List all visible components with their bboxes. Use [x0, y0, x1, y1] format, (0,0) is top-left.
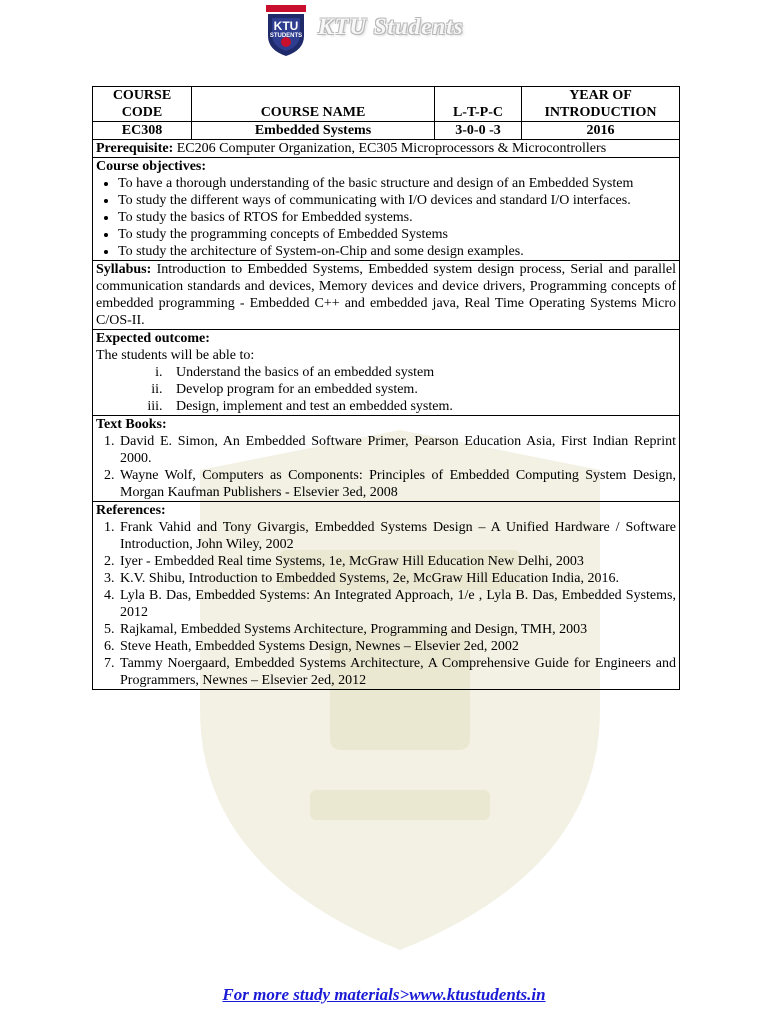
course-year: 2016 [522, 122, 680, 140]
prerequisite-cell [93, 140, 680, 158]
course-name: Embedded Systems [192, 122, 435, 140]
header-course-name: COURSE NAME [192, 87, 435, 122]
syllabus-cell [93, 261, 680, 330]
prerequisite-label: Prerequisite: [96, 141, 174, 156]
logo-badge-text: KTU [273, 19, 299, 33]
prerequisite-text: EC206 Computer Organization, EC305 Microprocessors & Microcontrollers [173, 141, 607, 156]
textbooks-row [93, 416, 680, 502]
references-row [93, 502, 680, 690]
site-title: KTU Students [318, 14, 464, 39]
course-code: EC308 [93, 122, 192, 140]
outcome-item: ii. Develop program for an embedded system. [166, 381, 676, 398]
footer-link[interactable]: For more study materials>www.ktustudents.in [222, 985, 546, 1004]
outcome-item: iii. Design, implement and test an embedded system. [166, 398, 676, 415]
textbook-item: 1. David E. Simon, An Embedded Software Primer, Pearson Education Asia, First Indian Reprint 2000. [118, 433, 676, 467]
outcome-row [93, 330, 680, 416]
reference-item: 4. Lyla B. Das, Embedded Systems: An Integrated Approach, 1/e , Lyla B. Das, Embedded Systems, 2012 [118, 587, 676, 621]
objective-item: • To study the programming concepts of Embedded Systems [118, 226, 676, 243]
reference-item: 2. Iyer - Embedded Real time Systems, 1e, McGraw Hill Education New Delhi, 2003 [118, 553, 676, 570]
course-row [93, 122, 680, 140]
objectives-cell [93, 158, 680, 261]
reference-item: 5. Rajkamal, Embedded Systems Architecture, Programming and Design, TMH, 2003 [118, 621, 676, 638]
outcome-label: Expected outcome: [96, 331, 210, 346]
logo-badge-sub: STUDENTS [269, 33, 303, 39]
outcome-intro: The students will be able to: [96, 348, 255, 363]
reference-item: 1. Frank Vahid and Tony Givargis, Embedded Systems Design – A Unified Hardware / Software Introduction, John Wiley, 2002 [118, 519, 676, 553]
reference-item: 6. Steve Heath, Embedded Systems Design, Newnes – Elsevier 2ed, 2002 [118, 638, 676, 655]
outcome-list [96, 364, 676, 415]
objectives-label: Course objectives: [96, 159, 207, 174]
objective-item: • To study the different ways of communicating with I/O devices and standard I/O interfaces. [118, 192, 676, 209]
prerequisite-row [93, 140, 680, 158]
table-header-row [93, 87, 680, 122]
objective-item: • To study the basics of RTOS for Embedded systems. [118, 209, 676, 226]
objective-item: • To have a thorough understanding of the basic structure and design of an Embedded System [118, 175, 676, 192]
textbooks-cell [93, 416, 680, 502]
course-ltpc: 3-0-0 -3 [435, 122, 522, 140]
reference-item: 3. K.V. Shibu, Introduction to Embedded Systems, 2e, McGraw Hill Education India, 2016. [118, 570, 676, 587]
syllabus-label: Syllabus: [96, 262, 152, 277]
header-course-code: COURSE CODE [93, 87, 192, 122]
references-cell [93, 502, 680, 690]
reference-item: 7. Tammy Noergaard, Embedded Systems Architecture, A Comprehensive Guide for Engineers and Programmers, Newnes – Elsevier 2ed, 2012 [118, 655, 676, 689]
ktu-logo-icon [258, 2, 314, 58]
objectives-row [93, 158, 680, 261]
references-label: References: [96, 503, 166, 518]
outcome-item: i. Understand the basics of an embedded system [166, 364, 676, 381]
outcome-cell [93, 330, 680, 416]
textbooks-list [96, 433, 676, 501]
header-ltpc: L-T-P-C [435, 87, 522, 122]
header-year: YEAR OF INTRODUCTION [522, 87, 680, 122]
textbook-item: 2. Wayne Wolf, Computers as Components: Principles of Embedded Computing System Design, Morgan Kaufman Publishers - Elsevier 3ed, 2008 [118, 467, 676, 501]
objective-item: • To study the architecture of System-on-Chip and some design examples. [118, 243, 676, 260]
syllabus-row [93, 261, 680, 330]
syllabus-text: Introduction to Embedded Systems, Embedded system design process, Serial and parallel communication standards and devices, Memory devices and device drivers, Programming concepts of embedded programming - Embedded C++ and embedded java, Real Time Operating Systems Micro C/OS-II. [96, 262, 676, 328]
references-list [96, 519, 676, 689]
objectives-list [96, 175, 676, 260]
course-table [92, 86, 680, 690]
textbooks-label: Text Books: [96, 417, 167, 432]
